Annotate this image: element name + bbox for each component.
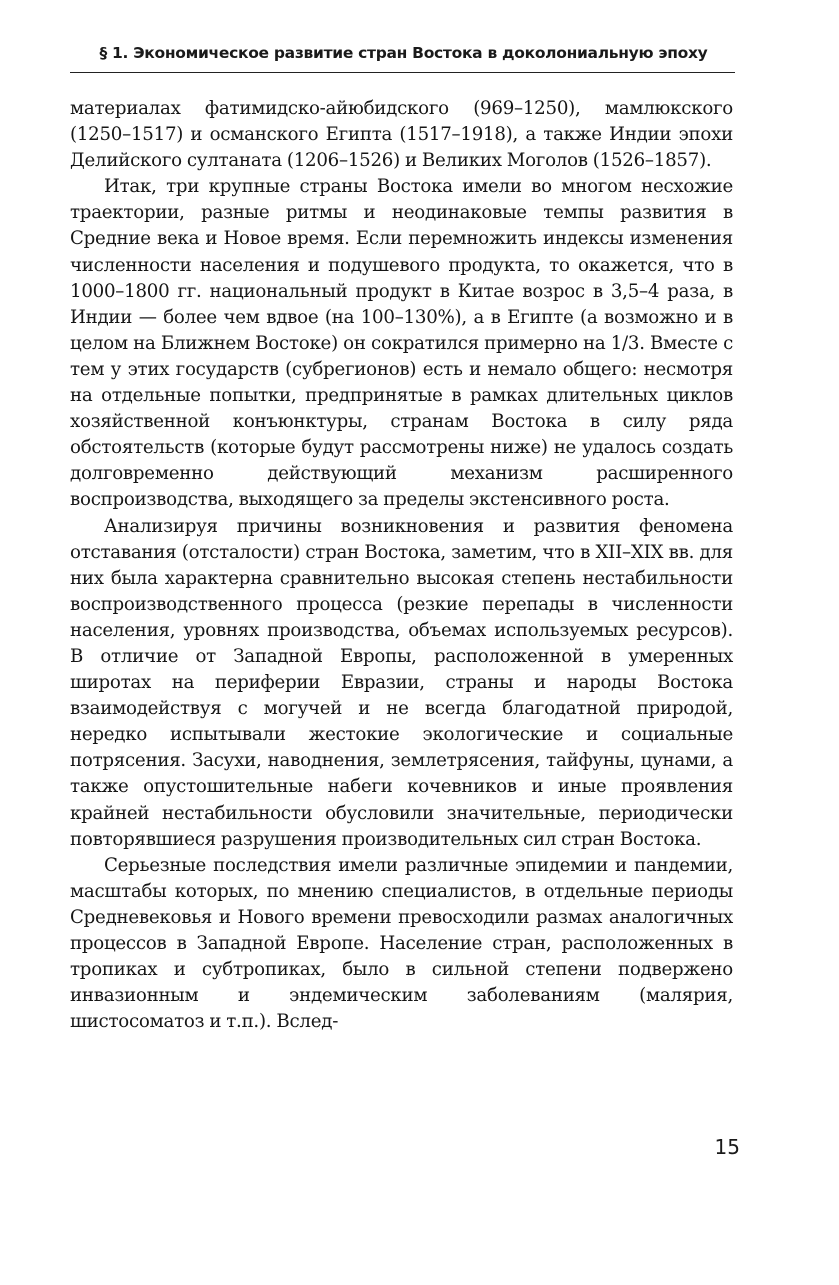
paragraph-epidemics: Серьезные последствия имели различные эпидемии и пандемии, масштабы которых, по мнению специалистов, в отдельные периоды Средневековья и Нового времени превосходили размах аналогичных процессов в Западной Европе. Население стран, расположенных в тропиках и субтропиках, было в сильной степени подвержено инвазионным и эндемическим заболеваниям (малярия, шистосоматоз и т.п.). Вслед- (70, 854, 733, 1033)
body-text (70, 96, 733, 1035)
page-number: 15 (714, 1135, 740, 1159)
paragraph-trajectories: Итак, три крупные страны Востока имели во многом несхожие траектории, разные ритмы и неодинаковые темпы развития в Средние века и Новое время. Если перемножить индексы изменения численности населения и подушевого продукта, то окажется, что в 1000–1800 гг. национальный продукт в Китае возрос в 3,5–4 раза, в Индии — более чем вдвое (на 100–130%), а в Египте (а возможно и в целом на Ближнем Востоке) он сократился примерно на 1/3. Вместе с тем у этих государств (субрегионов) есть и немало общего: несмотря на отдельные попытки, предпринятые в рамках длительных циклов хозяйственной конъюнктуры, странам Востока в силу ряда обстоятельств (которые будут рассмотрены ниже) не удалось создать долговременно действующий механизм расширенного воспроизводства, выходящего за пределы экстенсивного роста. (70, 176, 733, 511)
header-rule (70, 72, 735, 73)
paragraph-backwardness: Анализируя причины возникновения и развития феномена отставания (отсталости) стран Востока, заметим, что в XII–XIX вв. для них была характерна сравнительно высокая степень нестабильности воспроизводственного процесса (резкие перепады в численности населения, уровнях производства, объемах используемых ресурсов). В отличие от Западной Европы, расположенной в умеренных широтах на периферии Евразии, страны и народы Востока взаимодействуя с могучей и не всегда благодатной природой, нередко испытывали жестокие экологические и социальные потрясения. Засухи, наводнения, землетрясения, тайфуны, цунами, а также опустошительные набеги кочевников и иные проявления крайней нестабильности обусловили значительные, периодически повторявшиеся разрушения производительных сил стран Востока. (70, 515, 733, 850)
paragraph-continuation: материалах фатимидско-айюбидского (969–1250), мамлюкского (1250–1517) и османского Египта (1517–1918), а также Индии эпохи Делийского султаната (1206–1526) и Великих Моголов (1526–1857). (70, 98, 733, 172)
running-header: § 1. Экономическое развитие стран Востока в доколониальную эпоху (99, 44, 708, 62)
